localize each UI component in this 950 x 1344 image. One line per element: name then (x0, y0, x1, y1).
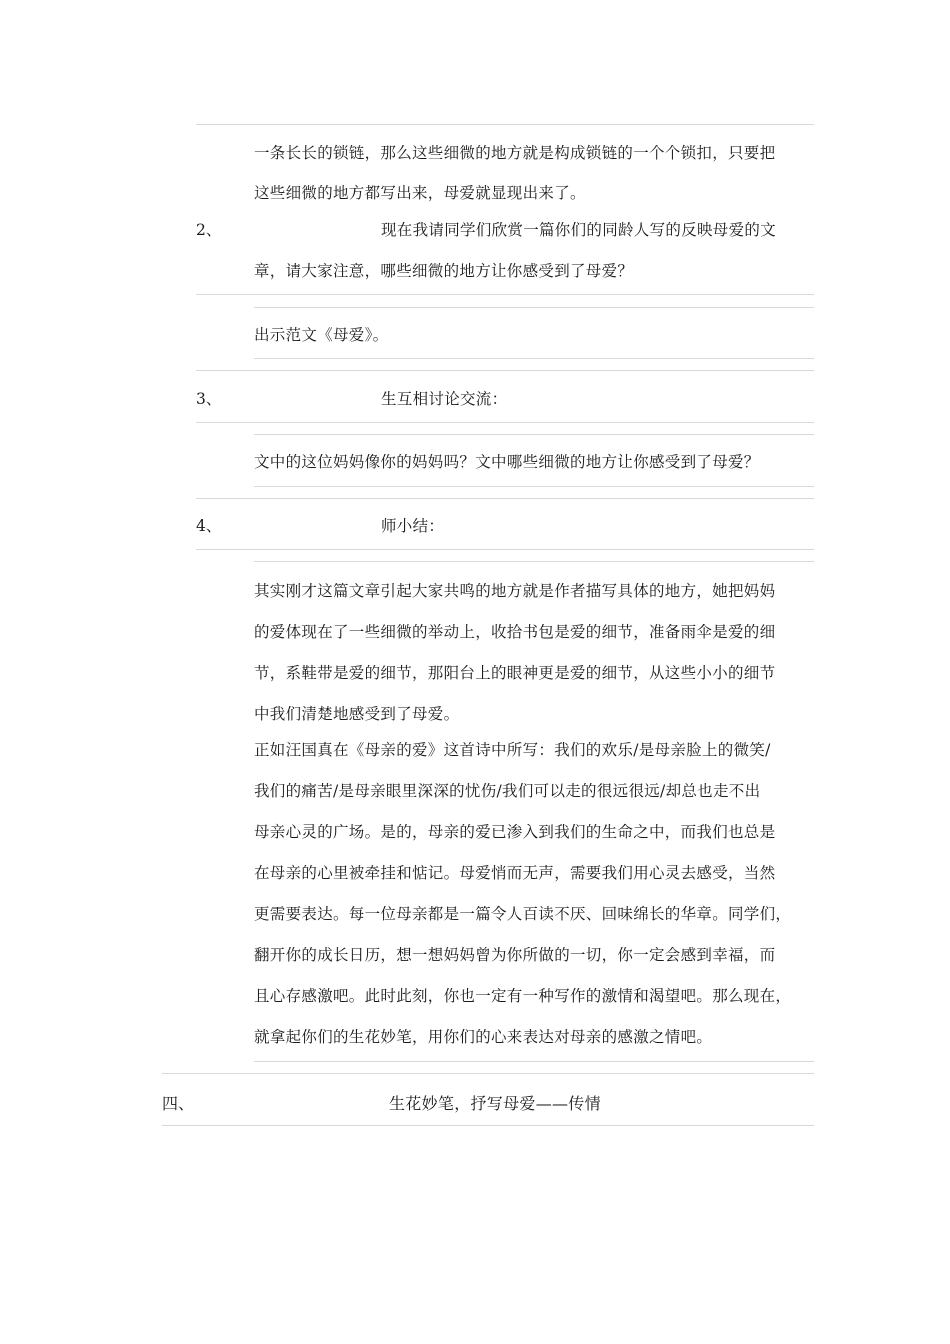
table-rule (196, 422, 814, 423)
step-4-text: 师小结： (381, 517, 445, 535)
table-rule (196, 549, 814, 550)
summary-line: 就拿起你们的生花妙笔，用你们的心来表达对母亲的感激之情吧。 (254, 1028, 713, 1046)
table-rule (254, 486, 814, 487)
table-rule (162, 1125, 814, 1126)
step-3-text: 生互相讨论交流： (381, 390, 508, 408)
table-rule (254, 561, 814, 562)
step-3-number: 3、 (196, 390, 222, 408)
summary-line: 中我们清楚地感受到了母爱。 (254, 705, 460, 723)
intro-line-1: 一条长长的锁链，那么这些细微的地方就是构成锁链的一个个锁扣，只要把 (254, 144, 776, 162)
step-2-number: 2、 (196, 221, 222, 239)
summary-line: 且心存感激吧。此时此刻，你也一定有一种写作的激情和渴望吧。那么现在， (254, 987, 792, 1005)
intro-line-2: 这些细微的地方都写出来，母爱就显现出来了。 (254, 184, 586, 202)
table-rule (254, 434, 814, 435)
summary-line: 母亲心灵的广场。是的，母亲的爱已渗入到我们的生命之中，而我们也总是 (254, 823, 776, 841)
table-rule (254, 358, 814, 359)
section-4-number: 四、 (162, 1094, 195, 1113)
summary-line: 我们的痛苦/是母亲眼里深深的忧伤/我们可以走的很远很远/却总也走不出 (254, 782, 761, 800)
summary-line: 在母亲的心里被牵挂和惦记。母爱悄而无声，需要我们用心灵去感受，当然 (254, 864, 776, 882)
table-rule (162, 1073, 814, 1074)
summary-line: 更需要表达。每一位母亲都是一篇令人百读不厌、回味绵长的华章。同学们， (254, 905, 792, 923)
summary-line: 翻开你的成长日历，想一想妈妈曾为你所做的一切，你一定会感到幸福，而 (254, 946, 776, 964)
table-rule (254, 1061, 814, 1062)
summary-line: 正如汪国真在《母亲的爱》这首诗中所写：我们的欢乐/是母亲脸上的微笑/ (254, 741, 771, 759)
table-rule (196, 294, 814, 295)
summary-line: 节，系鞋带是爱的细节，那阳台上的眼神更是爱的细节，从这些小小的细节 (254, 664, 776, 682)
show-sample-text: 出示范文《母爱》。 (254, 326, 389, 344)
summary-line: 其实刚才这篇文章引起大家共鸣的地方就是作者描写具体的地方，她把妈妈 (254, 582, 776, 600)
step-2-line-2: 章，请大家注意，哪些细微的地方让你感受到了母爱？ (254, 262, 634, 280)
discussion-question: 文中的这位妈妈像你的妈妈吗？文中哪些细微的地方让你感受到了母爱？ (254, 453, 760, 471)
summary-line: 的爱体现在了一些细微的举动上，收拾书包是爱的细节，准备雨伞是爱的细 (254, 623, 776, 641)
table-rule (254, 307, 814, 308)
table-rule (196, 498, 814, 499)
section-4-title: 生花妙笔，抒写母爱——传情 (389, 1094, 601, 1113)
step-4-number: 4、 (196, 517, 222, 535)
step-2-line-1: 现在我请同学们欣赏一篇你们的同龄人写的反映母爱的文 (381, 221, 777, 239)
table-rule (196, 370, 814, 371)
table-rule (196, 124, 814, 125)
